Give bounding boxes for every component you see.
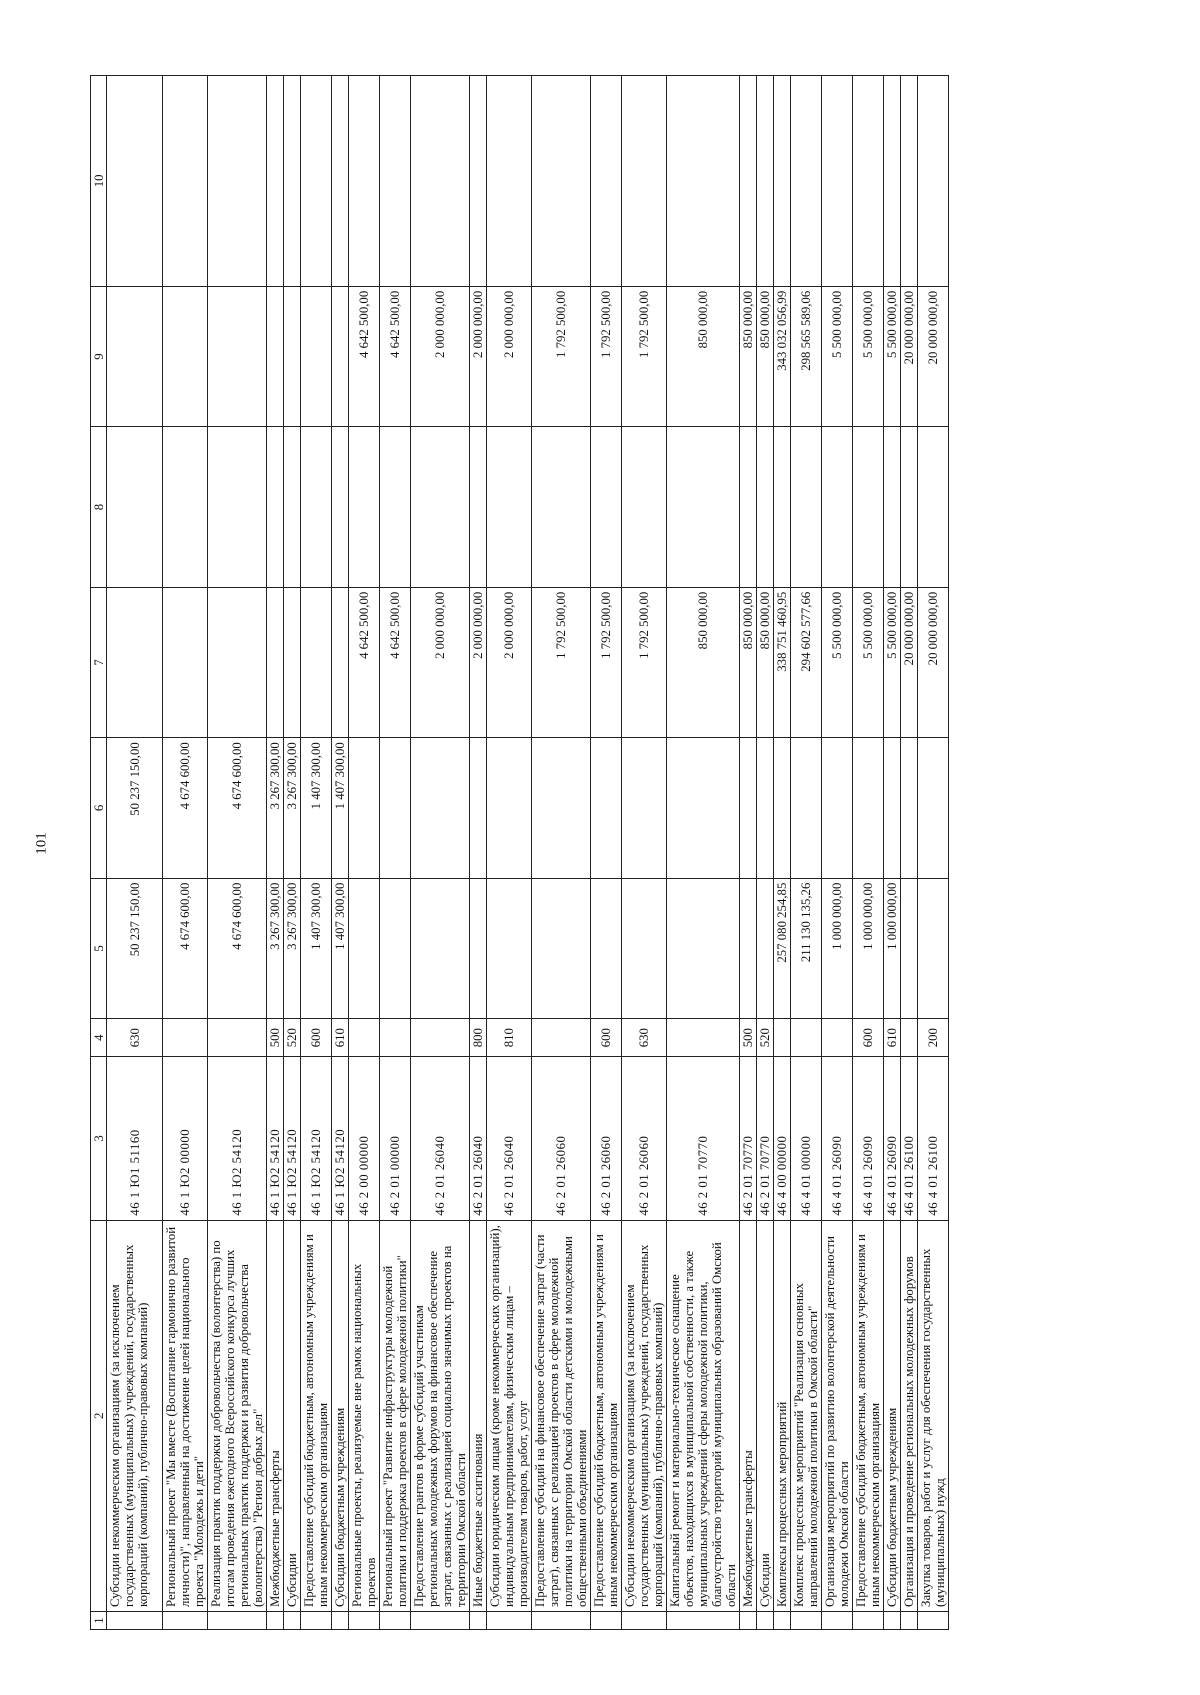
amount-col10-cell: [740, 76, 757, 287]
amount-col5-cell: 1 407 300,00: [301, 878, 332, 1018]
column-number-1: 1: [91, 1611, 107, 1629]
amount-col6-cell: [622, 738, 667, 878]
row-number-cell: [470, 1611, 487, 1629]
amount-col8-cell: [487, 427, 532, 588]
table-row: [267, 76, 284, 1630]
table-row: [591, 76, 622, 1630]
row-name-cell: Субсидии некоммерческим организациям (за исключением государственных (муниципальных) учреждений, государственных корпораций (компаний), публично-правовых компаний): [622, 1220, 667, 1611]
amount-col6-cell: [470, 738, 487, 878]
row-name-cell: Региональные проекты, реализуемые вне рамок национальных проектов: [349, 1220, 380, 1611]
row-name-cell: Субсидии бюджетным учреждениям: [332, 1220, 349, 1611]
amount-col5-cell: [470, 878, 487, 1018]
amount-col8-cell: [208, 427, 267, 588]
amount-col6-cell: [380, 738, 411, 878]
amount-col6-cell: [740, 738, 757, 878]
row-number-cell: [774, 1611, 791, 1629]
expense-type-code-cell: [532, 1019, 591, 1057]
expense-type-code-cell: 500: [740, 1019, 757, 1057]
table-row: [740, 76, 757, 1630]
target-article-code-cell: 46 4 01 26100: [901, 1057, 918, 1221]
amount-col8-cell: [284, 427, 301, 588]
amount-col5-cell: [740, 878, 757, 1018]
row-number-cell: [163, 1611, 208, 1629]
amount-col8-cell: [267, 427, 284, 588]
amount-col9-cell: 343 032 056,99: [774, 286, 791, 426]
table-row: [487, 76, 532, 1630]
table-row: [774, 76, 791, 1630]
amount-col7-cell: [301, 587, 332, 737]
amount-col8-cell: [332, 427, 349, 588]
row-name-cell: Организация мероприятий по развитию волонтерской деятельности молодежи Омской области: [822, 1220, 853, 1611]
expense-type-code-cell: 600: [591, 1019, 622, 1057]
amount-col7-cell: [267, 587, 284, 737]
row-number-cell: [884, 1611, 901, 1629]
amount-col8-cell: [470, 427, 487, 588]
amount-col5-cell: 1 000 000,00: [884, 878, 901, 1018]
amount-col7-cell: 338 751 460,95: [774, 587, 791, 737]
amount-col6-cell: 3 267 300,00: [284, 738, 301, 878]
amount-col9-cell: 1 792 500,00: [532, 286, 591, 426]
column-number-8: 8: [91, 427, 107, 588]
table-row: [918, 76, 949, 1630]
amount-col7-cell: 20 000 000,00: [901, 587, 918, 737]
amount-col8-cell: [349, 427, 380, 588]
target-article-code-cell: 46 2 01 26040: [470, 1057, 487, 1221]
amount-col7-cell: [163, 587, 208, 737]
amount-col9-cell: 4 642 500,00: [349, 286, 380, 426]
amount-col9-cell: 850 000,00: [740, 286, 757, 426]
row-name-cell: Субсидии: [757, 1220, 774, 1611]
column-number-10: 10: [91, 76, 107, 287]
amount-col9-cell: [208, 286, 267, 426]
row-name-cell: Межбюджетные трансферты: [740, 1220, 757, 1611]
amount-col6-cell: [918, 738, 949, 878]
amount-col9-cell: 1 792 500,00: [622, 286, 667, 426]
amount-col6-cell: 1 407 300,00: [332, 738, 349, 878]
amount-col10-cell: [791, 76, 822, 287]
expense-type-code-cell: [163, 1019, 208, 1057]
column-number-4: 4: [91, 1019, 107, 1057]
amount-col6-cell: [901, 738, 918, 878]
amount-col9-cell: 2 000 000,00: [487, 286, 532, 426]
target-article-code-cell: 46 1 Ю2 54120: [284, 1057, 301, 1221]
amount-col10-cell: [284, 76, 301, 287]
amount-col7-cell: 5 500 000,00: [853, 587, 884, 737]
amount-col10-cell: [774, 76, 791, 287]
amount-col9-cell: 4 642 500,00: [380, 286, 411, 426]
column-number-3: 3: [91, 1057, 107, 1221]
row-number-cell: [667, 1611, 740, 1629]
table-row: [163, 76, 208, 1630]
amount-col5-cell: 1 000 000,00: [822, 878, 853, 1018]
expense-type-code-cell: [411, 1019, 470, 1057]
row-number-cell: [622, 1611, 667, 1629]
amount-col5-cell: [667, 878, 740, 1018]
amount-col5-cell: 1 407 300,00: [332, 878, 349, 1018]
table-row: [332, 76, 349, 1630]
row-number-cell: [901, 1611, 918, 1629]
row-name-cell: Межбюджетные трансферты: [267, 1220, 284, 1611]
amount-col5-cell: [380, 878, 411, 1018]
table-row: [208, 76, 267, 1630]
amount-col9-cell: 5 500 000,00: [853, 286, 884, 426]
expense-type-code-cell: [380, 1019, 411, 1057]
amount-col10-cell: [301, 76, 332, 287]
amount-col9-cell: [267, 286, 284, 426]
amount-col10-cell: [757, 76, 774, 287]
row-number-cell: [853, 1611, 884, 1629]
amount-col9-cell: [163, 286, 208, 426]
amount-col9-cell: 298 565 589,06: [791, 286, 822, 426]
amount-col9-cell: 20 000 000,00: [901, 286, 918, 426]
column-number-row: [91, 76, 107, 1630]
expense-type-code-cell: 610: [884, 1019, 901, 1057]
table-row: [667, 76, 740, 1630]
amount-col8-cell: [791, 427, 822, 588]
amount-col8-cell: [301, 427, 332, 588]
row-name-cell: Предоставление субсидий на финансовое обеспечение затрат (части затрат), связанных с реализацией проектов в сфере молодежной политики на территории Омской области детскими и молодежными общественными объединениями: [532, 1220, 591, 1611]
target-article-code-cell: 46 1 Ю1 51160: [107, 1057, 163, 1221]
amount-col5-cell: [349, 878, 380, 1018]
row-number-cell: [332, 1611, 349, 1629]
expense-type-code-cell: 600: [853, 1019, 884, 1057]
amount-col7-cell: 1 792 500,00: [532, 587, 591, 737]
target-article-code-cell: 46 1 Ю2 54120: [208, 1057, 267, 1221]
row-name-cell: Реализация практик поддержки добровольчества (волонтерства) по итогам проведения ежегодного Всероссийского конкурса лучших региональных практик поддержки и развития добровольчества (волонтерства) "Регион добрых дел": [208, 1220, 267, 1611]
amount-col8-cell: [532, 427, 591, 588]
amount-col7-cell: 4 642 500,00: [380, 587, 411, 737]
expense-type-code-cell: 520: [284, 1019, 301, 1057]
amount-col5-cell: 211 130 135,26: [791, 878, 822, 1018]
amount-col10-cell: [487, 76, 532, 287]
table-row: [411, 76, 470, 1630]
row-number-cell: [267, 1611, 284, 1629]
amount-col10-cell: [411, 76, 470, 287]
expense-type-code-cell: 630: [107, 1019, 163, 1057]
amount-col7-cell: 850 000,00: [757, 587, 774, 737]
row-number-cell: [380, 1611, 411, 1629]
amount-col7-cell: [107, 587, 163, 737]
expense-type-code-cell: [208, 1019, 267, 1057]
expense-type-code-cell: [901, 1019, 918, 1057]
table-row: [107, 76, 163, 1630]
row-number-cell: [740, 1611, 757, 1629]
expense-type-code-cell: [791, 1019, 822, 1057]
budget-table: [90, 75, 949, 1630]
target-article-code-cell: 46 2 01 26040: [487, 1057, 532, 1221]
amount-col8-cell: [884, 427, 901, 588]
amount-col7-cell: 850 000,00: [740, 587, 757, 737]
table-row: [532, 76, 591, 1630]
expense-type-code-cell: 800: [470, 1019, 487, 1057]
amount-col8-cell: [380, 427, 411, 588]
amount-col5-cell: [411, 878, 470, 1018]
row-number-cell: [301, 1611, 332, 1629]
row-number-cell: [532, 1611, 591, 1629]
amount-col6-cell: [591, 738, 622, 878]
amount-col7-cell: [284, 587, 301, 737]
amount-col5-cell: [591, 878, 622, 1018]
amount-col6-cell: [884, 738, 901, 878]
amount-col7-cell: 5 500 000,00: [822, 587, 853, 737]
row-number-cell: [208, 1611, 267, 1629]
row-name-cell: Предоставление субсидий бюджетным, автономным учреждениям и иным некоммерческим организациям: [301, 1220, 332, 1611]
table-row: [349, 76, 380, 1630]
row-number-cell: [822, 1611, 853, 1629]
table-row: [853, 76, 884, 1630]
target-article-code-cell: 46 4 01 26090: [884, 1057, 901, 1221]
row-name-cell: Региональный проект "Развитие инфраструктуры молодежной политики и поддержка проектов в сфере молодежной политики": [380, 1220, 411, 1611]
rotated-page-content: [90, 30, 1090, 1630]
table-row: [622, 76, 667, 1630]
amount-col8-cell: [591, 427, 622, 588]
target-article-code-cell: 46 2 01 26060: [622, 1057, 667, 1221]
table-row: [822, 76, 853, 1630]
row-name-cell: Комплекс процессных мероприятий "Реализация основных направлений молодежной политики в Омской области": [791, 1220, 822, 1611]
amount-col7-cell: 1 792 500,00: [622, 587, 667, 737]
amount-col9-cell: [107, 286, 163, 426]
amount-col8-cell: [163, 427, 208, 588]
amount-col7-cell: [208, 587, 267, 737]
table-row: [380, 76, 411, 1630]
row-name-cell: Предоставление грантов в форме субсидий участникам региональных молодежных форумов на финансовое обеспечение затрат, связанных с реализацией социально значимых проектов на территории Омской области: [411, 1220, 470, 1611]
row-name-cell: Капитальный ремонт и материально-техническое оснащение объектов, находящихся в муниципальной собственности, а также муниципальных учреждений сферы молодежной политики, благоустройство территорий муниципальных образований Омской области: [667, 1220, 740, 1611]
expense-type-code-cell: 600: [301, 1019, 332, 1057]
amount-col5-cell: [901, 878, 918, 1018]
amount-col8-cell: [740, 427, 757, 588]
target-article-code-cell: 46 4 01 26090: [853, 1057, 884, 1221]
amount-col10-cell: [163, 76, 208, 287]
expense-type-code-cell: 810: [487, 1019, 532, 1057]
target-article-code-cell: 46 2 01 26060: [532, 1057, 591, 1221]
expense-type-code-cell: 630: [622, 1019, 667, 1057]
amount-col6-cell: [822, 738, 853, 878]
expense-type-code-cell: [774, 1019, 791, 1057]
target-article-code-cell: 46 2 01 70770: [740, 1057, 757, 1221]
amount-col10-cell: [622, 76, 667, 287]
amount-col6-cell: [349, 738, 380, 878]
amount-col10-cell: [267, 76, 284, 287]
amount-col5-cell: 4 674 600,00: [163, 878, 208, 1018]
amount-col7-cell: 4 642 500,00: [349, 587, 380, 737]
amount-col10-cell: [208, 76, 267, 287]
amount-col6-cell: 3 267 300,00: [267, 738, 284, 878]
amount-col7-cell: [332, 587, 349, 737]
amount-col10-cell: [822, 76, 853, 287]
row-number-cell: [791, 1611, 822, 1629]
amount-col10-cell: [107, 76, 163, 287]
row-name-cell: Субсидии бюджетным учреждениям: [884, 1220, 901, 1611]
amount-col8-cell: [411, 427, 470, 588]
target-article-code-cell: 46 2 01 00000: [380, 1057, 411, 1221]
row-number-cell: [107, 1611, 163, 1629]
amount-col6-cell: [532, 738, 591, 878]
amount-col7-cell: 1 792 500,00: [591, 587, 622, 737]
amount-col9-cell: [301, 286, 332, 426]
amount-col7-cell: 2 000 000,00: [411, 587, 470, 737]
amount-col10-cell: [667, 76, 740, 287]
expense-type-code-cell: [822, 1019, 853, 1057]
table-row: [284, 76, 301, 1630]
amount-col7-cell: 294 602 577,66: [791, 587, 822, 737]
row-name-cell: Организация и проведение региональных молодежных форумов: [901, 1220, 918, 1611]
table-row: [757, 76, 774, 1630]
column-number-5: 5: [91, 878, 107, 1018]
row-name-cell: Субсидии некоммерческим организациям (за исключением государственных (муниципальных) учреждений, государственных корпораций (компаний), публично-правовых компаний): [107, 1220, 163, 1611]
row-number-cell: [411, 1611, 470, 1629]
column-number-2: 2: [91, 1220, 107, 1611]
amount-col6-cell: [757, 738, 774, 878]
expense-type-code-cell: [349, 1019, 380, 1057]
amount-col8-cell: [774, 427, 791, 588]
amount-col7-cell: 5 500 000,00: [884, 587, 901, 737]
amount-col10-cell: [332, 76, 349, 287]
target-article-code-cell: 46 1 Ю2 54120: [332, 1057, 349, 1221]
amount-col10-cell: [380, 76, 411, 287]
amount-col6-cell: [667, 738, 740, 878]
amount-col6-cell: [774, 738, 791, 878]
amount-col9-cell: [284, 286, 301, 426]
row-name-cell: Закупка товаров, работ и услуг для обеспечения государственных (муниципальных) нужд: [918, 1220, 949, 1611]
expense-type-code-cell: 500: [267, 1019, 284, 1057]
amount-col8-cell: [667, 427, 740, 588]
amount-col6-cell: [411, 738, 470, 878]
page-number: 101: [33, 832, 50, 855]
amount-col6-cell: 50 237 150,00: [107, 738, 163, 878]
target-article-code-cell: 46 1 Ю2 54120: [267, 1057, 284, 1221]
expense-type-code-cell: [667, 1019, 740, 1057]
expense-type-code-cell: 520: [757, 1019, 774, 1057]
target-article-code-cell: 46 4 01 26090: [822, 1057, 853, 1221]
target-article-code-cell: 46 2 01 26060: [591, 1057, 622, 1221]
row-number-cell: [757, 1611, 774, 1629]
amount-col9-cell: 850 000,00: [667, 286, 740, 426]
amount-col9-cell: [332, 286, 349, 426]
target-article-code-cell: 46 1 Ю2 00000: [163, 1057, 208, 1221]
amount-col5-cell: [918, 878, 949, 1018]
amount-col10-cell: [532, 76, 591, 287]
target-article-code-cell: 46 2 01 70770: [667, 1057, 740, 1221]
row-name-cell: Предоставление субсидий бюджетным, автономным учреждениям и иным некоммерческим организациям: [853, 1220, 884, 1611]
amount-col8-cell: [622, 427, 667, 588]
target-article-code-cell: 46 2 01 26040: [411, 1057, 470, 1221]
column-number-9: 9: [91, 286, 107, 426]
target-article-code-cell: 46 1 Ю2 54120: [301, 1057, 332, 1221]
row-number-cell: [284, 1611, 301, 1629]
amount-col6-cell: 4 674 600,00: [163, 738, 208, 878]
amount-col9-cell: 5 500 000,00: [822, 286, 853, 426]
amount-col5-cell: 50 237 150,00: [107, 878, 163, 1018]
row-name-cell: Субсидии юридическим лицам (кроме некоммерческих организаций), индивидуальным предпринимателям, физическим лицам – производителям товаров, работ, услуг: [487, 1220, 532, 1611]
amount-col10-cell: [918, 76, 949, 287]
amount-col9-cell: 20 000 000,00: [918, 286, 949, 426]
table-body: [107, 76, 949, 1630]
column-number-7: 7: [91, 587, 107, 737]
amount-col9-cell: 2 000 000,00: [411, 286, 470, 426]
row-name-cell: Субсидии: [284, 1220, 301, 1611]
amount-col10-cell: [470, 76, 487, 287]
amount-col9-cell: 1 792 500,00: [591, 286, 622, 426]
amount-col6-cell: 4 674 600,00: [208, 738, 267, 878]
row-number-cell: [487, 1611, 532, 1629]
amount-col10-cell: [884, 76, 901, 287]
amount-col5-cell: 4 674 600,00: [208, 878, 267, 1018]
amount-col10-cell: [349, 76, 380, 287]
amount-col5-cell: 1 000 000,00: [853, 878, 884, 1018]
amount-col10-cell: [901, 76, 918, 287]
amount-col5-cell: [622, 878, 667, 1018]
row-name-cell: Предоставление субсидий бюджетным, автономным учреждениям и иным некоммерческим организациям: [591, 1220, 622, 1611]
amount-col6-cell: [487, 738, 532, 878]
amount-col8-cell: [107, 427, 163, 588]
row-name-cell: Комплексы процессных мероприятий: [774, 1220, 791, 1611]
amount-col10-cell: [853, 76, 884, 287]
target-article-code-cell: 46 4 00 00000: [774, 1057, 791, 1221]
amount-col7-cell: 2 000 000,00: [470, 587, 487, 737]
column-number-6: 6: [91, 738, 107, 878]
amount-col10-cell: [591, 76, 622, 287]
amount-col6-cell: [791, 738, 822, 878]
amount-col8-cell: [901, 427, 918, 588]
table-row: [884, 76, 901, 1630]
table-row: [791, 76, 822, 1630]
row-number-cell: [349, 1611, 380, 1629]
amount-col7-cell: 20 000 000,00: [918, 587, 949, 737]
amount-col6-cell: [853, 738, 884, 878]
amount-col8-cell: [757, 427, 774, 588]
target-article-code-cell: 46 4 01 00000: [791, 1057, 822, 1221]
expense-type-code-cell: 200: [918, 1019, 949, 1057]
amount-col5-cell: [487, 878, 532, 1018]
amount-col7-cell: 850 000,00: [667, 587, 740, 737]
target-article-code-cell: 46 4 01 26100: [918, 1057, 949, 1221]
amount-col8-cell: [822, 427, 853, 588]
amount-col9-cell: 850 000,00: [757, 286, 774, 426]
row-number-cell: [591, 1611, 622, 1629]
target-article-code-cell: 46 2 01 70770: [757, 1057, 774, 1221]
amount-col7-cell: 2 000 000,00: [487, 587, 532, 737]
table-row: [901, 76, 918, 1630]
target-article-code-cell: 46 2 00 00000: [349, 1057, 380, 1221]
amount-col5-cell: 3 267 300,00: [284, 878, 301, 1018]
expense-type-code-cell: 610: [332, 1019, 349, 1057]
row-name-cell: Региональный проект "Мы вместе (Воспитание гармонично развитой личности)", направленный на достижение целей национального проекта "Молодежь и дети": [163, 1220, 208, 1611]
amount-col8-cell: [918, 427, 949, 588]
table-row: [470, 76, 487, 1630]
row-number-cell: [918, 1611, 949, 1629]
amount-col5-cell: 3 267 300,00: [267, 878, 284, 1018]
amount-col5-cell: [532, 878, 591, 1018]
table-row: [301, 76, 332, 1630]
row-name-cell: Иные бюджетные ассигнования: [470, 1220, 487, 1611]
amount-col9-cell: 5 500 000,00: [884, 286, 901, 426]
amount-col5-cell: 257 080 254,85: [774, 878, 791, 1018]
amount-col6-cell: 1 407 300,00: [301, 738, 332, 878]
amount-col5-cell: [757, 878, 774, 1018]
amount-col8-cell: [853, 427, 884, 588]
amount-col9-cell: 2 000 000,00: [470, 286, 487, 426]
